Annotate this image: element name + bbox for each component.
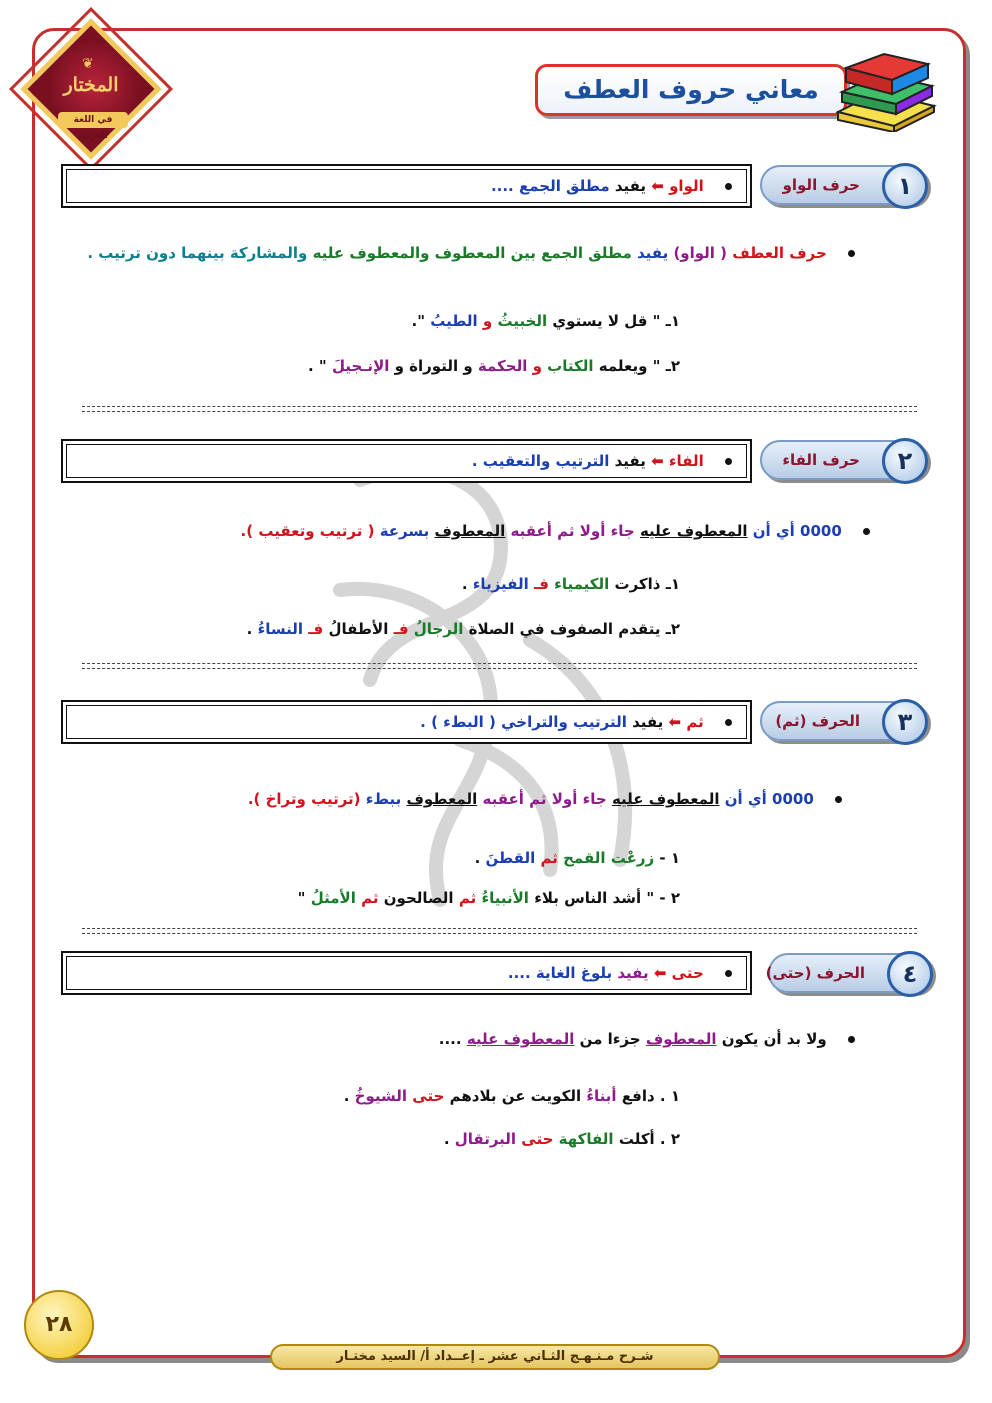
- bullet-icon: [725, 458, 732, 465]
- text-part: 0000 أي أن: [752, 522, 842, 540]
- rule-text: [472, 441, 732, 481]
- text-part: القطنَ: [485, 849, 536, 867]
- section-number: ٢: [882, 438, 928, 484]
- text-part: " ويعلمه: [598, 357, 661, 375]
- text-part: ....: [438, 1030, 462, 1048]
- rule-verb: يفيد: [614, 452, 646, 470]
- text-part: البرتقال: [454, 1130, 517, 1148]
- text-part: الفاكهة: [558, 1130, 614, 1148]
- text-part: .: [443, 1130, 450, 1148]
- text-part: الكتاب: [547, 357, 594, 375]
- separator: [82, 663, 917, 669]
- logo-subtitle: في اللغة العربية: [58, 112, 128, 128]
- section-1-header: [760, 165, 928, 205]
- text-part: فـ: [308, 620, 324, 638]
- arrow-left-icon: ⬅: [668, 713, 682, 731]
- example-number: ١ـ: [665, 575, 680, 593]
- text-part: 0000 أي أن: [724, 790, 814, 808]
- text-part: ( ترتيب وتعقيب ).: [240, 522, 375, 540]
- separator: [82, 928, 917, 934]
- arrow-left-icon: ⬅: [651, 452, 664, 470]
- section-header-label: الحرف (ثم): [775, 712, 860, 730]
- text-part: جاء أولا ثم أعقبه: [510, 522, 635, 540]
- section-number: ١: [882, 163, 928, 209]
- text-part: .: [246, 620, 253, 638]
- footer-banner: شـرح مـنـهـج الثـاني عشر ـ إعــداد أ/ السيد مختـار: [270, 1344, 720, 1370]
- bullet-icon: [725, 719, 732, 726]
- bullet-line-3: [248, 790, 842, 808]
- bullet-icon: [848, 1036, 855, 1043]
- section-3-header: [760, 701, 928, 741]
- example-1-1: [412, 312, 680, 330]
- text-part: جزءا من: [579, 1030, 641, 1048]
- text-part: الكيمياء: [554, 575, 610, 593]
- separator: [82, 406, 917, 412]
- rule-box-3: [61, 700, 752, 744]
- example-number: ١ .: [659, 1087, 680, 1105]
- section-number: ٣: [882, 699, 928, 745]
- rule-particle: الفاء: [668, 452, 704, 470]
- text-part: المعطوف: [406, 790, 478, 808]
- rule-meaning: الترتيب والتعقيب .: [471, 452, 610, 470]
- text-part: الصالحون: [383, 889, 454, 907]
- section-header-label: الحرف (حتى): [765, 964, 865, 982]
- text-part: ": [297, 889, 306, 907]
- bullet-icon: [725, 970, 732, 977]
- text-part: .: [343, 1087, 350, 1105]
- text-part: فـ: [393, 620, 409, 638]
- text-part: الأمثلُ: [310, 889, 356, 907]
- text-part: الحكمة: [477, 357, 528, 375]
- text-part: حتى: [521, 1130, 554, 1148]
- page-number: ٢٨: [24, 1290, 94, 1360]
- section-header-label: حرف الفاء: [782, 451, 860, 469]
- example-number: ٢ـ: [665, 357, 680, 375]
- text-part: مطلق الجمع بين المعطوف والمعطوف عليه: [312, 244, 632, 262]
- text-part: أبناءُ: [586, 1087, 617, 1105]
- title-banner: [535, 64, 847, 116]
- text-part: فـ: [533, 575, 549, 593]
- example-number: ٢ .: [659, 1130, 680, 1148]
- text-part: ثم: [540, 849, 558, 867]
- arrow-left-icon: ⬅: [653, 964, 667, 982]
- text-part: والمشاركة بينهما دون ترتيب .: [87, 244, 308, 262]
- text-part: ( الواو): [673, 244, 728, 262]
- text-part: .: [474, 849, 481, 867]
- rule-verb: يفيد: [614, 177, 647, 195]
- rule-box-1: [61, 164, 752, 208]
- rule-text: [508, 953, 732, 993]
- text-part: ثم: [458, 889, 477, 907]
- text-part: المعطوف عليه: [466, 1030, 575, 1048]
- example-2-2: [247, 620, 680, 638]
- text-part: زرعْت القمح: [563, 849, 655, 867]
- logo-title: المختار: [63, 74, 119, 96]
- text-part: يفيد: [636, 244, 669, 262]
- rule-verb: يفيد: [617, 964, 649, 982]
- text-part: بسرعة: [379, 522, 430, 540]
- rule-meaning: الترتيب والتراخي ( البطء ) .: [420, 713, 627, 731]
- rule-particle: ثم: [686, 713, 704, 731]
- text-part: " .: [308, 357, 327, 375]
- text-part: ذاكرت: [614, 575, 661, 593]
- bullet-line-2: [241, 522, 870, 540]
- text-part: الأنبياءُ: [481, 889, 529, 907]
- bullet-icon: [848, 250, 855, 257]
- text-part: " أشد الناس بلاء: [534, 889, 655, 907]
- text-part: الكويت عن بلادهم: [449, 1087, 582, 1105]
- bullet-icon: [725, 183, 732, 190]
- text-part: المعطوف: [645, 1030, 717, 1048]
- text-part: الخبيثُ: [497, 312, 548, 330]
- arrow-left-icon: ⬅: [651, 177, 664, 195]
- ornament-icon: ❦: [82, 56, 94, 72]
- text-part: " قل لا يستوي: [552, 312, 661, 330]
- books-icon: [832, 46, 940, 132]
- example-number: ٢ -: [659, 889, 680, 907]
- text-part: المعطوف: [434, 522, 506, 540]
- example-number: ٢ـ: [665, 620, 680, 638]
- section-4-header: [765, 953, 933, 993]
- rule-verb: يفيد: [632, 713, 664, 731]
- text-part: يتقدم الصفوف في الصلاة: [468, 620, 661, 638]
- bullet-icon: [863, 528, 870, 535]
- text-part: جاء أولا ثم أعقبه: [482, 790, 607, 808]
- text-part: و: [532, 357, 542, 375]
- logo: [20, 18, 162, 160]
- section-2-header: [760, 440, 928, 480]
- text-part: الطيبُ: [430, 312, 478, 330]
- text-part: .: [461, 575, 468, 593]
- text-part: الشيوخُ: [354, 1087, 408, 1105]
- example-number: ١ـ: [665, 312, 680, 330]
- rule-meaning: بلوغ الغاية ....: [507, 964, 613, 982]
- bullet-line-4: [439, 1030, 855, 1048]
- section-header-label: حرف الواو: [782, 176, 860, 194]
- text-part: ثم: [361, 889, 379, 907]
- page-title: معاني حروف العطف: [563, 75, 819, 104]
- example-2-1: [462, 575, 680, 593]
- rule-box-2: [61, 439, 752, 483]
- rule-particle: الواو: [669, 177, 704, 195]
- text-part: أكلت: [618, 1130, 655, 1148]
- example-1-2: [308, 357, 680, 375]
- text-part: (ترتيب وتراخ ).: [247, 790, 361, 808]
- text-part: دافع: [621, 1087, 655, 1105]
- text-part: الرجالُ: [413, 620, 464, 638]
- bullet-icon: [835, 796, 842, 803]
- text-part: النساءُ: [257, 620, 304, 638]
- text-part: و: [482, 312, 493, 330]
- section-number: ٤: [887, 951, 933, 997]
- text-part: الإنـجيلَ: [331, 357, 390, 375]
- rule-particle: حتى: [671, 964, 704, 982]
- text-part: حرف العطف: [732, 244, 827, 262]
- text-part: المعطوف عليه: [639, 522, 748, 540]
- example-4-2: [444, 1130, 680, 1148]
- text-part: الفيزياء: [472, 575, 529, 593]
- text-part: ".: [411, 312, 426, 330]
- example-3-1: [475, 849, 680, 867]
- text-part: ببطء: [365, 790, 402, 808]
- rule-text: [420, 702, 732, 742]
- bullet-line-1: [87, 244, 855, 262]
- text-part: المعطوف عليه: [611, 790, 720, 808]
- rule-meaning: مطلق الجمع ....: [490, 177, 610, 195]
- text-part: ولا بد أن يكون: [721, 1030, 827, 1048]
- example-number: ١ -: [659, 849, 680, 867]
- example-3-2: [298, 889, 680, 907]
- text-part: الأطفالُ: [328, 620, 389, 638]
- text-part: حتى: [412, 1087, 445, 1105]
- example-4-1: [344, 1087, 680, 1105]
- text-part: و التوراة و: [394, 357, 473, 375]
- rule-box-4: [61, 951, 752, 995]
- rule-text: [491, 166, 732, 206]
